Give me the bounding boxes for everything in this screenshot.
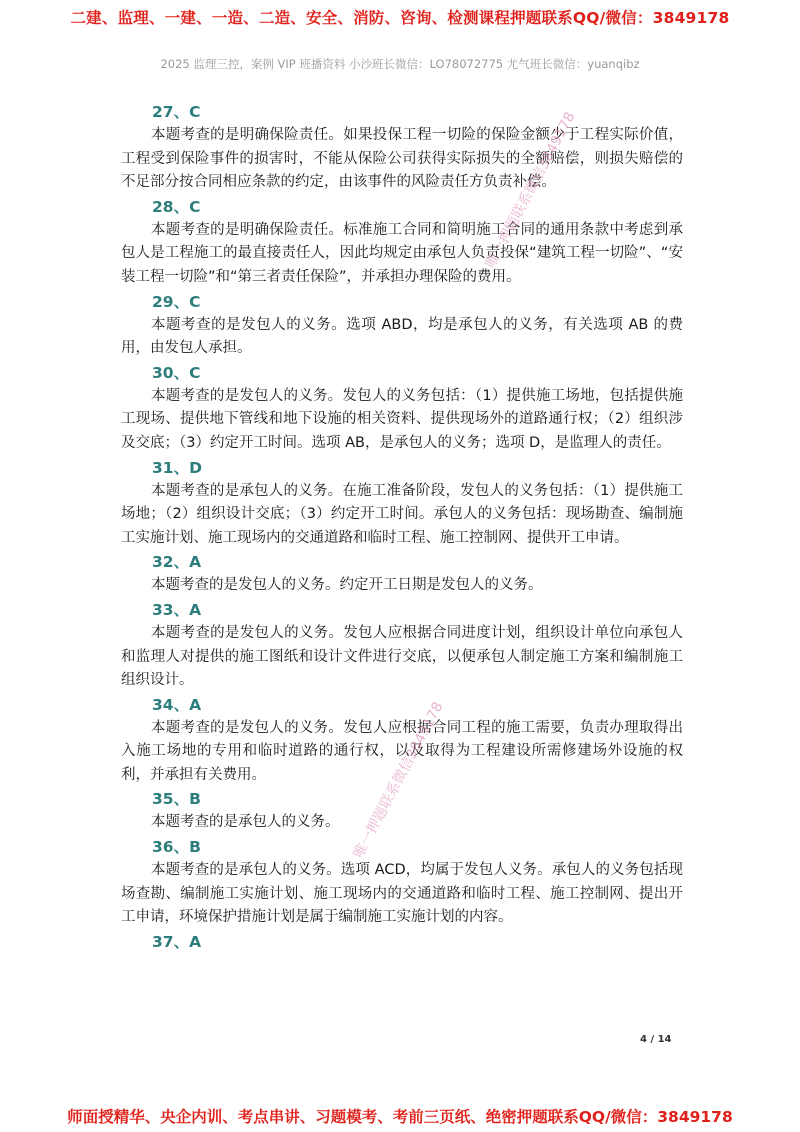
watermark: 唯一押题联系微信3849178: [482, 109, 579, 271]
question-item: [121, 100, 683, 195]
question-item: [121, 456, 683, 551]
top-banner: 二建、监理、一建、一造、二造、安全、消防、咨询、检测课程押题联系QQ/微信：3849178: [70, 9, 730, 27]
document-header: 2025 监理三控，案例 VIP 班播资料 小沙班长微信：LO78072775 尤气班长微信：yuanqibz: [160, 57, 640, 71]
question-item: [121, 361, 683, 456]
watermark: 唯一押题联系微信3849178: [350, 699, 447, 861]
explanation-text: 本题考查的是明确保险责任。标准施工合同和简明施工合同的通用条款中考虑到承包人是工程施工的最直接责任人，因此均规定由承包人负责投保“建筑工程一切险”、“安装工程一切险”和“第三者责任保险”，并承担办理保险的费用。: [121, 221, 683, 285]
explanation-text: 本题考查的是发包人的义务。发包人的义务包括：（1）提供施工场地，包括提供施工现场、提供地下管线和地下设施的相关资料、提供现场外的道路通行权；（2）组织涉及交底；（3）约定开工时间。选项 AB，是承包人的义务；选项 D，是监理人的责任。: [121, 387, 683, 451]
explanation-text: 本题考查的是承包人的义务。在施工准备阶段，发包人的义务包括：（1）提供施工场地；（2）组织设计交底；（3）约定开工时间。承包人的义务包括：现场勘查、编制施工实施计划、施工现场内的交通道路和临时工程、施工控制网、提供开工申请。: [121, 482, 683, 546]
answer-label: 27、C: [152, 103, 201, 121]
explanation-text: 本题考查的是承包人的义务。选项 ACD，均属于发包人义务。承包人的义务包括现场查勘、编制施工实施计划、施工现场内的交通道路和临时工程、施工控制网、提出开工申请，环境保护措施计划是属于编制施工实施计划的内容。: [121, 862, 683, 926]
answer-label: 32、A: [152, 553, 202, 572]
answer-label: 33、A: [152, 600, 202, 619]
question-item: [121, 930, 683, 954]
explanation-text: 本题考查的是发包人的义务。发包人应根据合同进度计划，组织设计单位向承包人和监理人对提供的施工图纸和设计文件进行交底，以便承包人制定施工方案和编制施工组织设计。: [121, 624, 683, 689]
answer-label: 30、C: [152, 363, 201, 382]
explanation-text: 本题考查的是明确保险责任。如果投保工程一切险的保险金额少于工程实际价值，工程受到保险事件的损害时，不能从保险公司获得实际损失的全额赔偿，则损失赔偿的不足部分按合同相应条款的约定，由该事件的风险责任方负责补偿。: [121, 127, 683, 191]
answer-explanations: [121, 100, 683, 954]
answer-label: 29、C: [152, 292, 201, 311]
question-item: [121, 598, 683, 693]
question-item: [121, 290, 683, 361]
answer-label: 28、C: [152, 197, 201, 216]
answer-label: 35、B: [152, 790, 201, 809]
question-item: [121, 787, 683, 835]
answer-label: 37、A: [152, 932, 202, 951]
question-item: [121, 835, 683, 930]
explanation-text: 本题考查的是承包人的义务。: [151, 814, 340, 831]
explanation-text: 本题考查的是发包人的义务。发包人应根据合同工程的施工需要，负责办理取得出入施工场地的专用和临时道路的通行权，以及取得为工程建设所需修建场外设施的权利，并承担有关费用。: [121, 719, 683, 783]
page-number: 4 / 14: [640, 1034, 672, 1045]
question-item: [121, 550, 683, 598]
explanation-text: 本题考查的是发包人的义务。约定开工日期是发包人的义务。: [151, 577, 543, 594]
answer-label: 36、B: [152, 838, 201, 857]
answer-label: 34、A: [152, 695, 202, 714]
explanation-text: 本题考查的是发包人的义务。选项 ABD，均是承包人的义务，有关选项 AB 的费用，由发包人承担。: [121, 316, 683, 357]
bottom-banner: 师面授精华、央企内训、考点串讲、习题模考、考前三页纸、绝密押题联系QQ/微信：3849178: [67, 1108, 733, 1126]
question-item: [121, 693, 683, 788]
question-item: [121, 195, 683, 290]
answer-label: 31、D: [152, 458, 202, 477]
